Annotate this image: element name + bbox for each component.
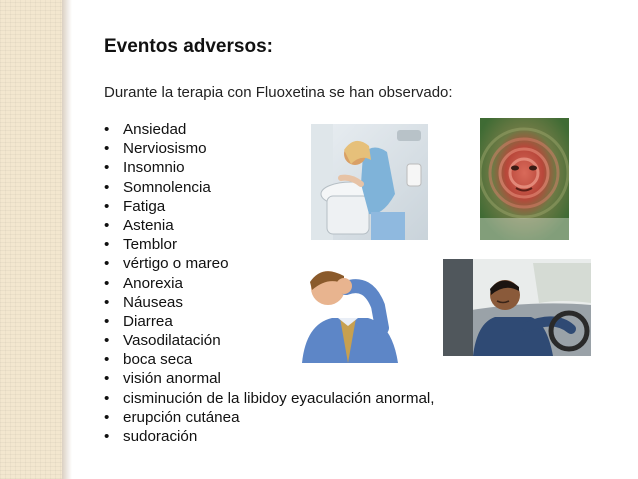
list-item: • sudoración — [104, 427, 435, 446]
list-item: • Vasodilatación — [104, 331, 435, 350]
list-item: • Nerviosismo — [104, 139, 435, 158]
list-item: • Insomnio — [104, 158, 435, 177]
nausea-photo — [311, 124, 428, 240]
list-item: • boca seca — [104, 350, 435, 369]
list-item: • Diarrea — [104, 312, 435, 331]
list-item: • Astenia — [104, 216, 435, 235]
list-item: • Ansiedad — [104, 120, 435, 139]
slide-subtitle: Durante la terapia con Fluoxetina se han observado: — [104, 84, 453, 101]
list-item: • Náuseas — [104, 293, 435, 312]
drowsy-driver-photo — [443, 259, 591, 356]
side-band-shadow — [62, 0, 72, 479]
headache-photo — [282, 262, 407, 363]
dizziness-photo — [480, 118, 569, 240]
decorative-side-band — [0, 0, 62, 479]
list-item: • visión anormal — [104, 369, 435, 388]
list-item: • erupción cutánea — [104, 408, 435, 427]
list-item: • Anorexia — [104, 274, 435, 293]
list-item: • Somnolencia — [104, 178, 435, 197]
list-item: • Fatiga — [104, 197, 435, 216]
slide-title: Eventos adversos: — [104, 36, 273, 57]
list-item: • vértigo o mareo — [104, 254, 435, 273]
list-item: • Temblor — [104, 235, 435, 254]
list-item: • cisminución de la libidoy eyaculación anormal, — [104, 389, 435, 408]
